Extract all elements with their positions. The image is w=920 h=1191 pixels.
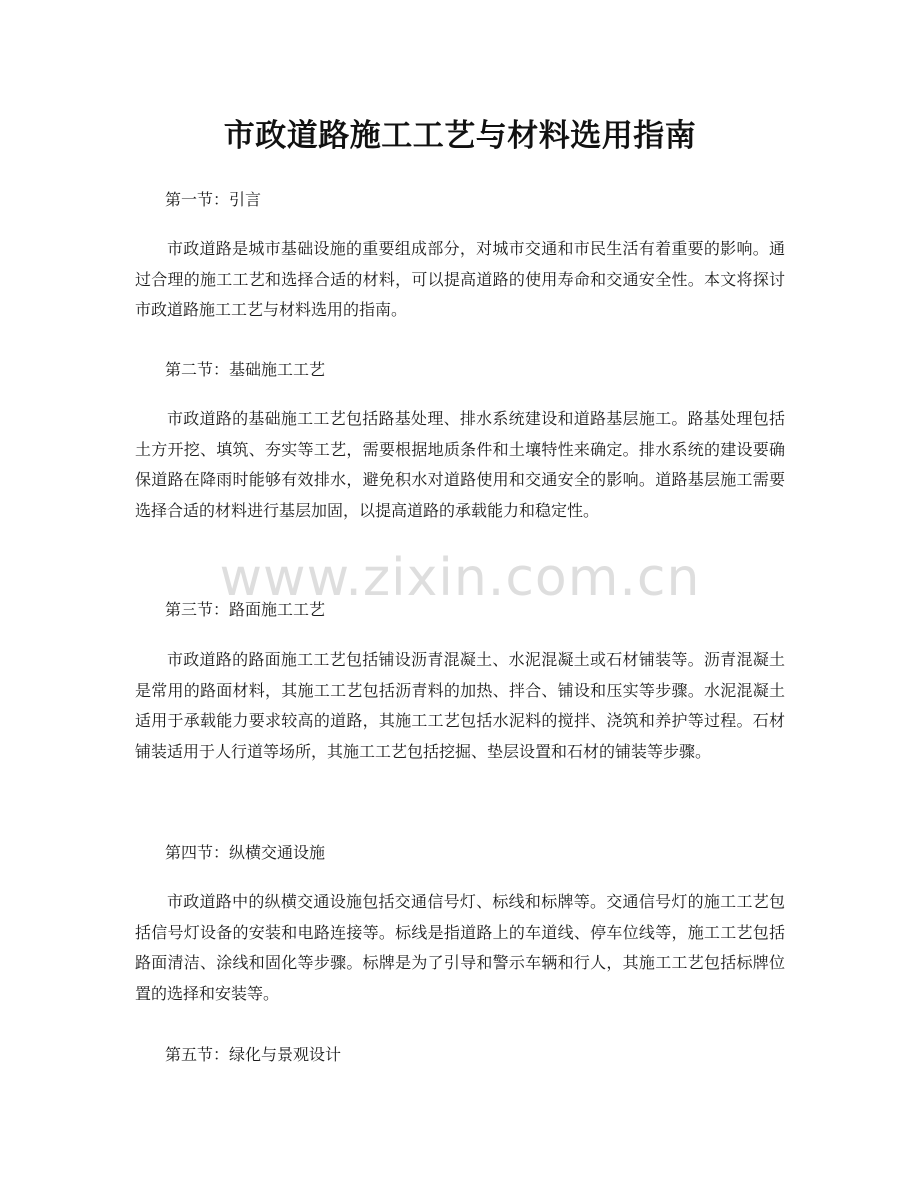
section-heading-pavement: 第三节：路面施工工艺 — [165, 600, 326, 619]
section-body-foundation: 市政道路的基础施工工艺包括路基处理、排水系统建设和道路基层施工。路基处理包括土方开挖、填筑、夯实等工艺，需要根据地质条件和土壤特性来确定。排水系统的建设要确保道路在降雨时能够有效排水，避免积水对道路使用和交通安全的影响。道路基层施工需要选择合适的材料进行基层加固，以提高道路的承载能力和稳定性。 — [135, 409, 785, 520]
section-heading-intro: 第一节：引言 — [165, 190, 262, 209]
section-body-traffic: 市政道路中的纵横交通设施包括交通信号灯、标线和标牌等。交通信号灯的施工工艺包括信号灯设备的安装和电路连接等。标线是指道路上的车道线、停车位线等，施工工艺包括路面清洁、涂线和固化等步骤。标牌是为了引导和警示车辆和行人，其施工工艺包括标牌位置的选择和安装等。 — [135, 892, 785, 1003]
section-heading-foundation: 第二节：基础施工工艺 — [165, 360, 326, 379]
section-heading-traffic: 第四节：纵横交通设施 — [165, 843, 326, 862]
document-title: 市政道路施工工艺与材料选用指南 — [223, 118, 697, 154]
section-body-intro: 市政道路是城市基础设施的重要组成部分，对城市交通和市民生活有着重要的影响。通过合理的施工工艺和选择合适的材料，可以提高道路的使用寿命和交通安全性。本文将探讨市政道路施工工艺与材料选用的指南。 — [135, 239, 785, 319]
section-heading-greening: 第五节：绿化与景观设计 — [165, 1045, 342, 1064]
watermark-text: www.zixin.com.cn — [219, 548, 701, 608]
section-body-pavement: 市政道路的路面施工工艺包括铺设沥青混凝土、水泥混凝土或石材铺装等。沥青混凝土是常用的路面材料，其施工工艺包括沥青料的加热、拌合、铺设和压实等步骤。水泥混凝土适用于承载能力要求较高的道路，其施工工艺包括水泥料的搅拌、浇筑和养护等过程。石材铺装适用于人行道等场所，其施工工艺包括挖掘、垫层设置和石材的铺装等步骤。 — [135, 650, 785, 761]
